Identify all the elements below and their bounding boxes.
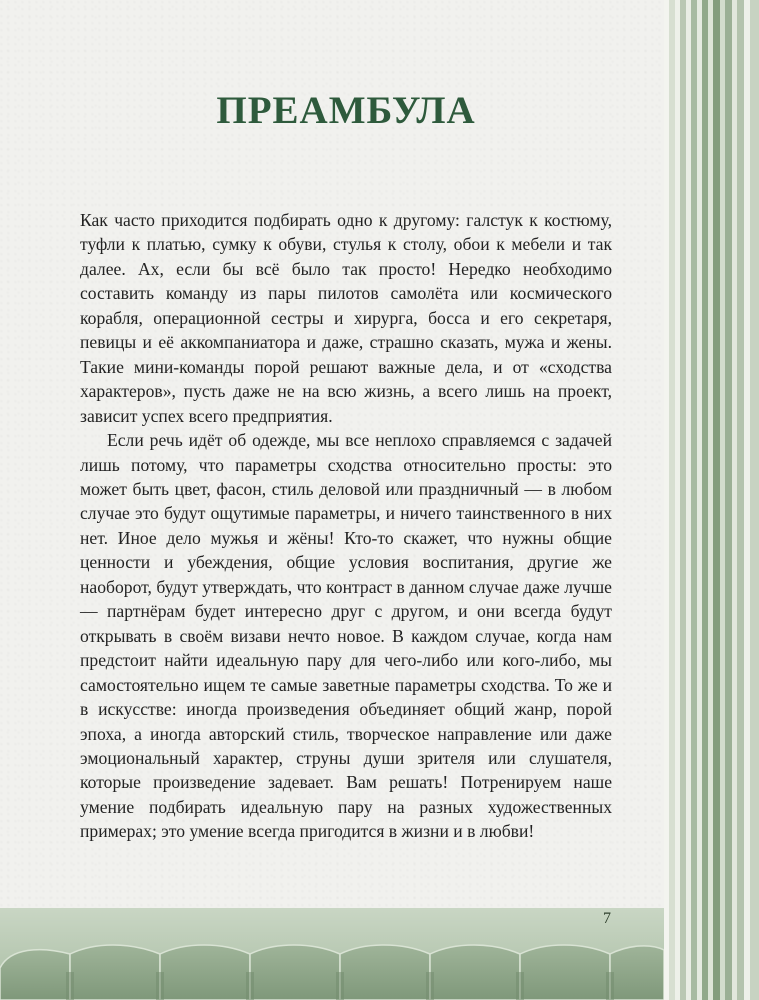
decorative-pillar: [664, 0, 759, 1000]
paragraph: Если речь идёт об одежде, мы все неплохо справляемся с задачей лишь потому, что параметры сходства относительно просты: это может быть цвет, фасон, стиль деловой или праздничный — в любом случае это будут ощутимые параметры, и ничего таинственного в них нет. Иное дело мужья и жёны! Кто-то скажет, что нужны общие ценности и убеждения, общие условия воспитания, другие же наоборот, будут утверждать, что контраст в данном случае даже лучше — партнёрам будет интересно друг с другом, и они всегда будут открывать в своём визави нечто новое. В каждом случае, когда нам предстоит найти идеальную пару для чего-либо или кого-либо, мы самостоятельно ищем те самые заветные параметры сходства. То же и в искусстве: иногда произведения объединяет общий жанр, порой эпоха, а иногда авторский стиль, творческое направление или даже эмоциональный характер, струны души зрителя или слушателя, которые произведение задевает. Вам решать! Потренируем наше умение подбирать идеальную пару на разных художественных примерах; это умение всегда пригодится в жизни и в любви!: [80, 430, 612, 842]
page-number: 7: [603, 910, 611, 927]
theater-seats-illustration: [0, 928, 664, 1000]
page-title: ПРЕАМБУЛА: [216, 89, 476, 132]
paragraph: Как часто приходится подбирать одно к другому: галстук к костюму, туфли к платью, сумку к обуви, стулья к столу, обои к мебели и так далее. Ах, если бы всё было так просто! Нередко необходимо составить команду из пары пилотов самолёта или космического корабля, операционной сестры и хирурга, босса и его секретаря, певицы и её аккомпаниатора и даже, страшно сказать, мужа и жены. Такие мини-команды порой решают важные дела, и от «сходства характеров», пусть даже не на всю жизнь, а всего лишь на проект, зависит успех всего предприятия.: [80, 210, 612, 426]
body-text: [80, 208, 612, 844]
